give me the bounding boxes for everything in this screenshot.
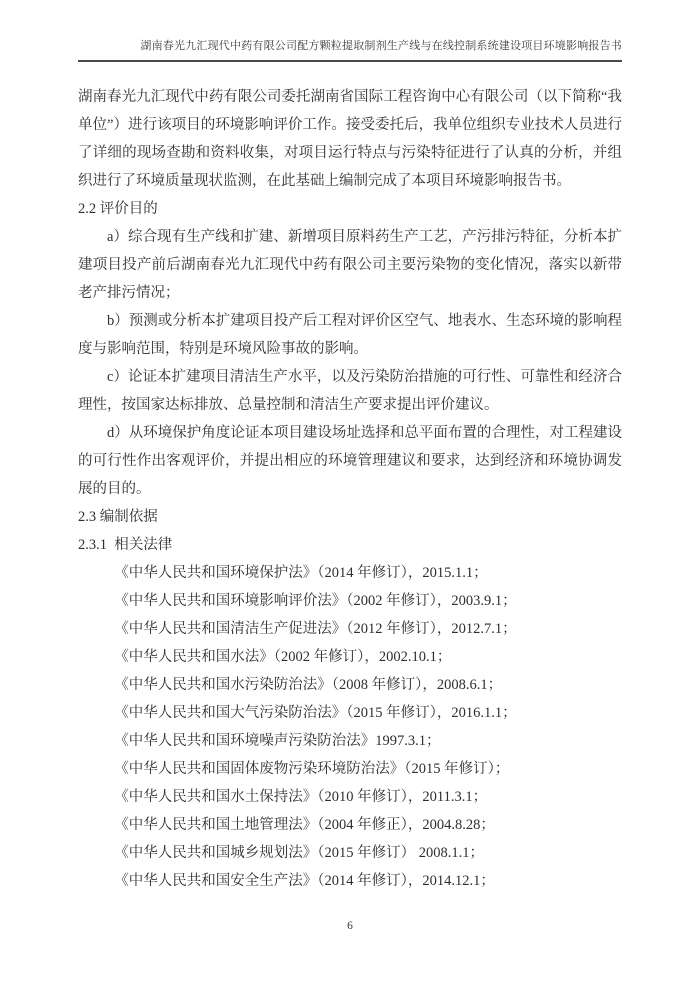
law-item-land-administration: 《中华人民共和国土地管理法》（2004 年修正），2004.8.28； xyxy=(114,817,495,833)
law-item-water: 《中华人民共和国水法》（2002 年修订），2002.10.1； xyxy=(114,649,452,665)
running-header-title: 湖南春光九汇现代中药有限公司配方颗粒提取制剂生产线与在线控制系统建设项目环境影响报告书 xyxy=(140,40,622,52)
law-item-water-pollution: 《中华人民共和国水污染防治法》（2008 年修订），2008.6.1； xyxy=(114,677,503,693)
law-item-air-pollution: 《中华人民共和国大气污染防治法》（2015 年修订），2016.1.1； xyxy=(114,705,517,721)
content-area xyxy=(78,0,622,895)
page-footer xyxy=(0,916,700,934)
page-header xyxy=(78,0,622,62)
section-2-3-1-heading: 2.3.1 相关法律 xyxy=(78,537,173,553)
law-item-urban-rural-planning: 《中华人民共和国城乡规划法》（2015 年修订） 2008.1.1； xyxy=(114,845,484,861)
law-item-noise-pollution: 《中华人民共和国环境噪声污染防治法》1997.3.1； xyxy=(114,733,441,749)
page-number: 6 xyxy=(347,920,353,932)
objective-item-b: b）预测或分析本扩建项目投产后工程对评价区空气、地表水、生态环境的影响程度与影响范围，特别是环境风险事故的影响。 xyxy=(78,313,622,357)
law-item-cleaner-production: 《中华人民共和国清洁生产促进法》（2012 年修订），2012.7.1； xyxy=(114,621,517,637)
law-item-soil-conservation: 《中华人民共和国水土保持法》（2010 年修订），2011.3.1； xyxy=(114,789,488,805)
objective-item-c: c）论证本扩建项目清洁生产水平，以及污染防治措施的可行性、可靠性和经济合理性，按国家达标排放、总量控制和清洁生产要求提出评价建议。 xyxy=(78,369,622,413)
objective-item-d: d）从环境保护角度论证本项目建设场址选择和总平面布置的合理性，对工程建设的可行性作出客观评价，并提出相应的环境管理建议和要求，达到经济和环境协调发展的目的。 xyxy=(78,425,622,497)
law-item-eia: 《中华人民共和国环境影响评价法》（2002 年修订），2003.9.1； xyxy=(114,593,517,609)
intro-paragraph: 湖南春光九汇现代中药有限公司委托湖南省国际工程咨询中心有限公司（以下简称“我单位”）进行该项目的环境影响评价工作。接受委托后，我单位组织专业技术人员进行了详细的现场查勘和资料收集，对项目运行特点与污染特征进行了认真的分析，并组织进行了环境质量现状监测，在此基础上编制完成了本项目环境影响报告书。 xyxy=(78,89,622,189)
section-2-3-heading: 2.3 编制依据 xyxy=(78,509,158,525)
law-item-solid-waste: 《中华人民共和国固体废物污染环境防治法》（2015 年修订）； xyxy=(114,761,510,777)
section-2-2-heading: 2.2 评价目的 xyxy=(78,201,158,217)
law-item-work-safety: 《中华人民共和国安全生产法》（2014 年修订），2014.12.1； xyxy=(114,873,495,889)
document-body xyxy=(78,83,622,895)
objective-item-a: a）综合现有生产线和扩建、新增项目原料药生产工艺，产污排污特征，分析本扩建项目投产前后湖南春光九汇现代中药有限公司主要污染物的变化情况，落实以新带老产排污情况； xyxy=(78,229,622,301)
law-item-environmental-protection: 《中华人民共和国环境保护法》（2014 年修订），2015.1.1； xyxy=(114,565,488,581)
